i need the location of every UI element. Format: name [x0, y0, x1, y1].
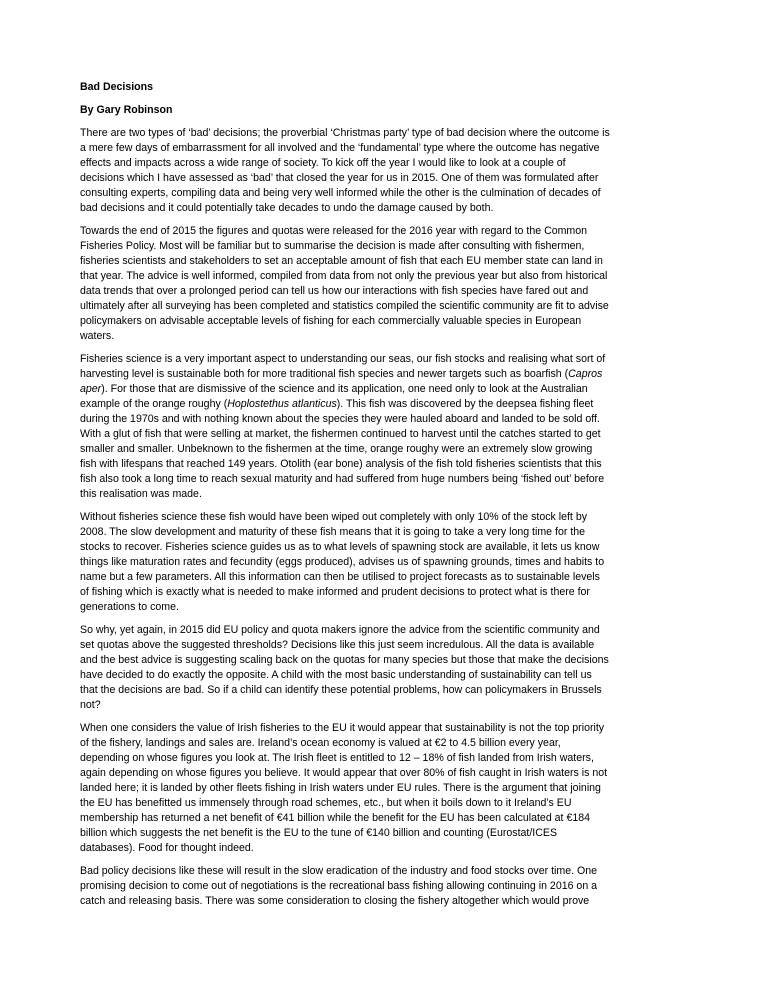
text-line: promising decision to come out of negotiations is the recreational bass fishing allowing continuing in 2016 on a	[80, 880, 598, 892]
species-name: Hoplostethus atlanticus	[227, 398, 337, 410]
text-line: have decided to do exactly the opposite. A child with the most basic understanding of sustainability can tell us	[80, 669, 592, 681]
text-line: Fisheries Policy. Most will be familiar but to summarise the decision is made after consulting with fishermen,	[80, 240, 585, 252]
paragraph	[80, 864, 698, 909]
article-body	[80, 126, 698, 909]
text-line: data trends that over a prolonged period can tell us how our interactions with fish species have fared out and	[80, 285, 589, 297]
text-line: during the 1970s and with nothing known about the species they were hauled aboard and landed to be sold off.	[80, 413, 600, 425]
paragraph	[80, 126, 698, 216]
text-line: again depending on whose figures you believe. It would appear that over 80% of fish caught in Irish waters is not	[80, 767, 608, 779]
paragraph	[80, 510, 698, 615]
text-line: Without fisheries science these fish would have been wiped out completely with only 10% of the stock left by	[80, 511, 588, 523]
text-line: smaller and smaller. Unbeknown to the fishermen at the time, orange roughy were an extremely slow growing	[80, 443, 593, 455]
text-line: billion which suggests the net benefit is the EU to the tune of €140 billion and counting (Eurostat/ICES	[80, 827, 558, 839]
text-line: consulting experts, compiling data and being very well informed while the other is the culmination of decades of	[80, 187, 601, 199]
text-line: generations to come.	[80, 601, 179, 613]
text-line: landed here; it is landed by other fleets fishing in Irish waters under EU rules. There is the argument that joining	[80, 782, 601, 794]
text-line: decisions which I have assessed as ‘bad’ that closed the year for us in 2015. One of them was formulated after	[80, 172, 599, 184]
text-line: things like maturation rates and fecundity (eggs produced), advises us of spawning grounds, times and habits to	[80, 556, 605, 568]
text-line: effects and impacts across a wide range of society. To kick off the year I would like to look at a couple of	[80, 157, 566, 169]
text-line: depending on whose figures you look at. The Irish fleet is entitled to 12 – 18% of fish landed from Irish waters,	[80, 752, 594, 764]
paragraph	[80, 352, 698, 502]
text-line: ultimately after all surveying has been completed and statistics compiled the scientific community are fit to advise	[80, 300, 609, 312]
text-line: and the best advice is suggesting scaling back on the quotas for many species but those that make the decisions	[80, 654, 609, 666]
text-line: 2008. The slow development and maturity of these fish means that it is going to take a very long time for the	[80, 526, 586, 538]
text-line: of fishing which is exactly what is needed to make informed and prudent decisions to protect what is there for	[80, 586, 590, 598]
text-line: fisheries scientists and stakeholders to set an acceptable amount of fish that each EU member state can land in	[80, 255, 603, 267]
text-line: When one considers the value of Irish fisheries to the EU it would appear that sustainability is not the top priority	[80, 722, 605, 734]
text-line: membership has returned a net benefit of €41 billion while the benefit for the EU has been calculated at €184	[80, 812, 591, 824]
author-byline: By Gary Robinson	[80, 104, 173, 116]
text-line: aper). For those that are dismissive of the science and its application, one need only to look at the Australian	[80, 383, 588, 395]
text-line: name but a few parameters. All this information can then be utilised to project forecasts as to sustainable levels	[80, 571, 600, 583]
paragraph	[80, 224, 698, 344]
text-line: set quotas above the suggested thresholds? Decisions like this just seem incredulous. All the data is available	[80, 639, 595, 651]
text-line: catch and releasing basis. There was some consideration to closing the fishery altogether which would prove	[80, 895, 590, 907]
text-line: stocks to recover. Fisheries science guides us as to what levels of spawning stock are available, it lets us know	[80, 541, 600, 553]
paragraph	[80, 623, 698, 713]
text-line: example of the orange roughy (Hoplostethus atlanticus). This fish was discovered by the deepsea fishing fleet	[80, 398, 594, 410]
text-line: Bad policy decisions like these will result in the slow eradication of the industry and food stocks over time. One	[80, 865, 597, 877]
text-line: that the decisions are bad. So if a child can identify these potential problems, how can policymakers in Brussels	[80, 684, 602, 696]
text-line: There are two types of ‘bad’ decisions; the proverbial ‘Christmas party’ type of bad decision where the outcome is	[80, 127, 610, 139]
text-line: the EU has benefitted us immensely through road schemes, etc., but when it boils down to it Ireland’s EU	[80, 797, 572, 809]
text-line: waters.	[80, 330, 115, 342]
text-line: not?	[80, 699, 101, 711]
text-line: fish with lifespans that reached 149 years. Otolith (ear bone) analysis of the fish told fisheries scientists that this	[80, 458, 602, 470]
document-page	[80, 80, 698, 917]
text-line: So why, yet again, in 2015 did EU policy and quota makers ignore the advice from the scientific community and	[80, 624, 600, 636]
text-line: fish also took a long time to reach sexual maturity and had suffered from huge numbers being ‘fished out’ before	[80, 473, 605, 485]
text-line: policymakers on advisable acceptable levels of fishing for each commercially valuable species in European	[80, 315, 582, 327]
text-line: that year. The advice is well informed, compiled from data from not only the previous year but also from historical	[80, 270, 608, 282]
text-line: Towards the end of 2015 the figures and quotas were released for the 2016 year with regard to the Common	[80, 225, 588, 237]
text-line: databases). Food for thought indeed.	[80, 842, 254, 854]
document-title: Bad Decisions	[80, 81, 154, 93]
text-line: a mere few days of embarrassment for all involved and the ‘fundamental’ type where the outcome has negative	[80, 142, 600, 154]
paragraph	[80, 721, 698, 856]
text-line: With a glut of fish that were selling at market, the fishermen continued to harvest until the catches started to get	[80, 428, 601, 440]
species-name: Capros	[568, 368, 603, 380]
text-line: Fisheries science is a very important aspect to understanding our seas, our fish stocks and realising what sort of	[80, 353, 606, 365]
text-line: this realisation was made.	[80, 488, 202, 500]
text-line: bad decisions and it could potentially take decades to undo the damage caused by both.	[80, 202, 494, 214]
text-line: of the fishery, landings and sales are. Ireland’s ocean economy is valued at €2 to 4.5 billion every year,	[80, 737, 561, 749]
species-name: aper	[80, 383, 102, 395]
text-line: harvesting level is sustainable both for more traditional fish species and newer targets such as boarfish (Capros	[80, 368, 603, 380]
